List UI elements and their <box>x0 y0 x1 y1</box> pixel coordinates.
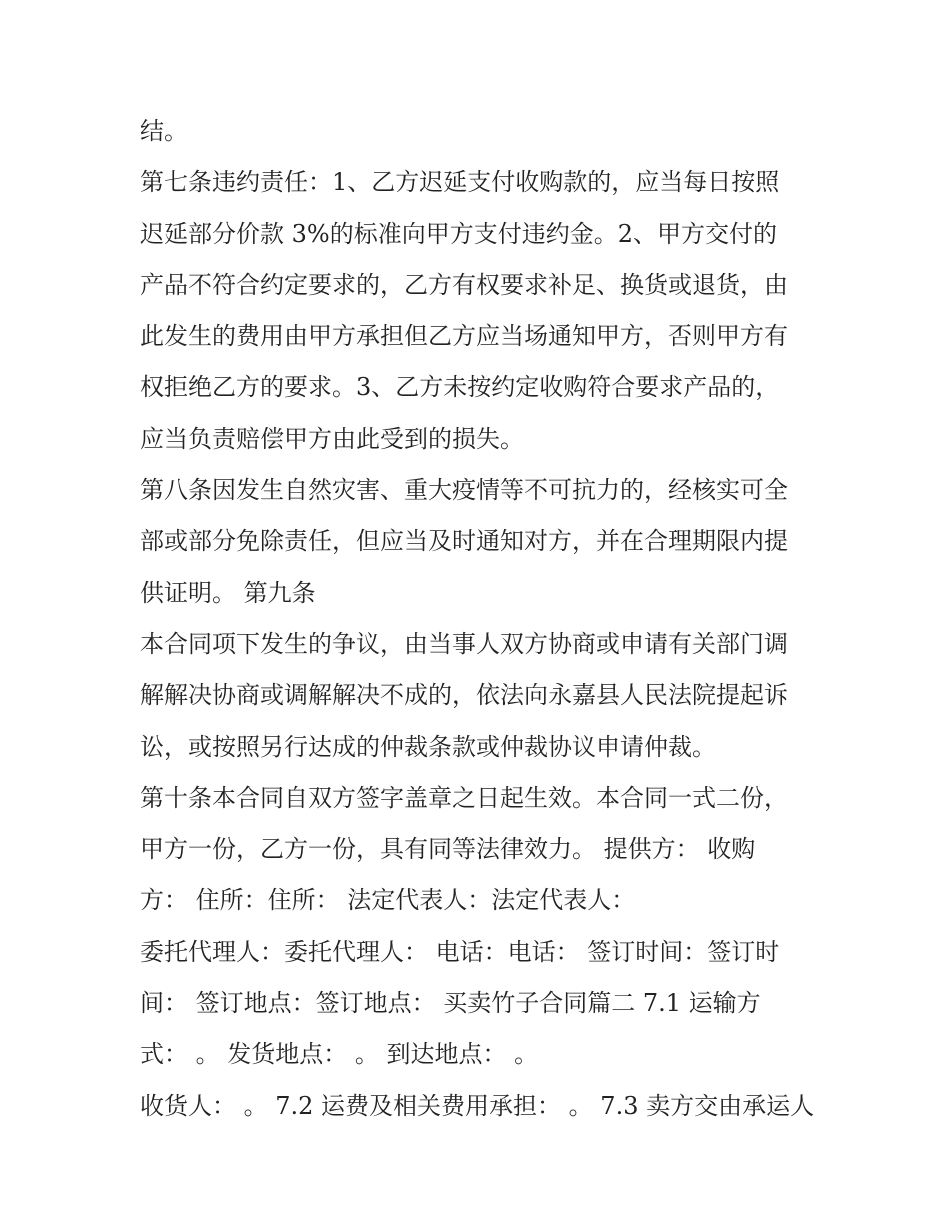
text-line: 间： 签订地点：签订地点： 买卖竹子合同篇二 7.1 运输方 <box>140 989 761 1018</box>
text-line: 此发生的费用由甲方承担但乙方应当场通知甲方，否则甲方有 <box>140 322 788 351</box>
text-line: 本合同项下发生的争议，由当事人双方协商或申请有关部门调 <box>140 629 788 658</box>
text-line: 权拒绝乙方的要求。3、乙方未按约定收购符合要求产品的， <box>140 373 780 402</box>
text-line: 产品不符合约定要求的，乙方有权要求补足、换货或退货，由 <box>140 270 788 299</box>
text-line: 迟延部分价款 3%的标准向甲方支付违约金。2、甲方交付的 <box>140 219 777 248</box>
text-line: 收货人： 。 7.2 运费及相关费用承担： 。 7.3 卖方交由承运人 <box>140 1091 815 1120</box>
text-line: 第七条违约责任：1、乙方迟延支付收购款的，应当每日按照 <box>140 168 780 197</box>
text-line: 解解决协商或调解解决不成的，依法向永嘉县人民法院提起诉 <box>140 681 788 710</box>
text-line: 讼，或按照另行达成的仲裁条款或仲裁协议申请仲裁。 <box>140 732 716 761</box>
text-line: 方： 住所：住所： 法定代表人：法定代表人： <box>140 886 636 915</box>
text-line: 部或部分免除责任，但应当及时通知对方，并在合理期限内提 <box>140 527 788 556</box>
text-line: 甲方一份，乙方一份，具有同等法律效力。 提供方： 收购 <box>140 835 756 864</box>
text-line: 第十条本合同自双方签字盖章之日起生效。本合同一式二份， <box>140 783 788 812</box>
text-line: 应当负责赔偿甲方由此受到的损失。 <box>140 424 524 453</box>
text-line: 第八条因发生自然灾害、重大疫情等不可抗力的，经核实可全 <box>140 476 788 505</box>
contract-text-body <box>140 106 830 1132</box>
text-line: 结。 <box>140 117 188 145</box>
text-line: 委托代理人：委托代理人： 电话：电话： 签订时间：签订时 <box>140 937 780 966</box>
text-line: 式： 。 发货地点： 。 到达地点： 。 <box>140 1040 539 1069</box>
text-line: 供证明。 第九条 <box>140 578 316 607</box>
